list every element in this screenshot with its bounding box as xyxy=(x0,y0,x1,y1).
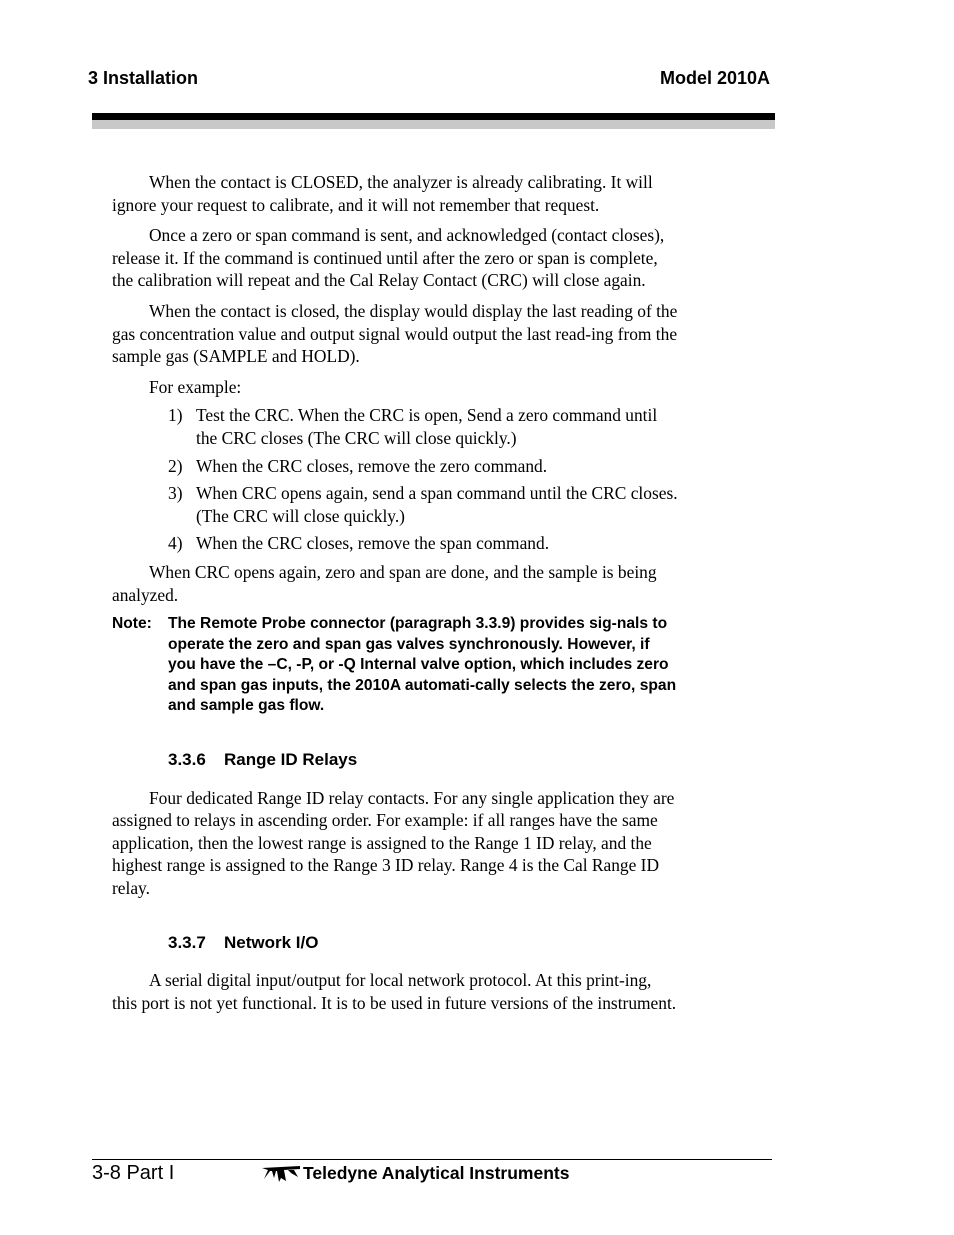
example-intro: For example: xyxy=(149,376,242,397)
paragraph: Four dedicated Range ID relay contacts. For any single application they are assigned to relays in ascending order. For example: if all ranges have the same application, then the lowest range is assigned to the Range 1 ID relay, and the highest range is assigned to the Range 3 ID relay. Range 4 is the Cal Range ID relay. xyxy=(112,787,675,899)
footer-rule xyxy=(92,1159,772,1160)
footer-company xyxy=(262,1163,569,1184)
list-item-text: When the CRC closes, remove the zero command. xyxy=(196,455,548,476)
paragraph: When the contact is closed, the display would display the last reading of the gas concentration value and output signal would output the last read-ing from the sample gas (SAMPLE and HOLD). xyxy=(112,300,678,367)
footer-page-number: 3-8 Part I xyxy=(92,1162,175,1184)
section-number: 3.3.7 xyxy=(168,932,206,952)
list-item-number: 3) xyxy=(168,483,183,504)
paragraph: When the contact is CLOSED, the analyzer is already calibrating. It will ignore your request to calibrate, and it will not remember that request. xyxy=(112,172,653,215)
paragraph: Once a zero or span command is sent, and acknowledged (contact closes), release it. If the command is continued until after the zero or span is complete, the calibration will repeat and the Cal Relay Contact (CRC) will close again. xyxy=(112,225,665,291)
paragraph: When CRC opens again, zero and span are done, and the sample is being analyzed. xyxy=(112,561,657,605)
header-rule-shadow xyxy=(92,120,775,129)
list-item-text: Test the CRC. When the CRC is open, Send a zero command until the CRC closes (The CRC will close quickly.) xyxy=(196,405,658,448)
paragraph: A serial digital input/output for local network protocol. At this print-ing, this port is not yet functional. It is to be used in future versions of the instrument. xyxy=(112,970,677,1013)
section-heading-range-id-relays xyxy=(168,749,680,772)
company-name: Teledyne Analytical Instruments xyxy=(303,1163,570,1183)
header-model: Model 2010A xyxy=(659,68,770,88)
section-title: Network I/O xyxy=(224,932,319,952)
page-body xyxy=(112,171,680,1022)
note-text: The Remote Probe connector (paragraph 3.3.9) provides sig-nals to operate the zero and span gas valves synchronously. However, if you have the –C, -P, or -Q Internal valve option, which includes zero and span gas inputs, the 2010A automati-cally selects the zero, span and sample gas flow. xyxy=(168,615,677,715)
header-section-title: 3 Installation xyxy=(88,68,199,88)
list-item xyxy=(112,404,680,449)
section-number: 3.3.6 xyxy=(168,750,206,770)
list-item-text: When CRC opens again, send a span command until the CRC closes. (The CRC will close quickly.) xyxy=(196,483,678,526)
list-item-number: 2) xyxy=(168,455,183,476)
section-title: Range ID Relays xyxy=(224,750,358,770)
list-item-number: 1) xyxy=(168,405,183,426)
steps-list xyxy=(112,404,680,555)
header-rule xyxy=(92,113,775,120)
section-heading-network-io xyxy=(168,932,680,955)
list-item xyxy=(112,482,680,527)
list-item xyxy=(112,532,680,555)
list-item-number: 4) xyxy=(168,533,183,554)
list-item xyxy=(112,455,680,478)
teledyne-logo-icon xyxy=(262,1165,300,1183)
list-item-text: When the CRC closes, remove the span command. xyxy=(196,533,550,554)
note-label: Note: xyxy=(112,615,152,633)
note-block xyxy=(112,614,680,717)
